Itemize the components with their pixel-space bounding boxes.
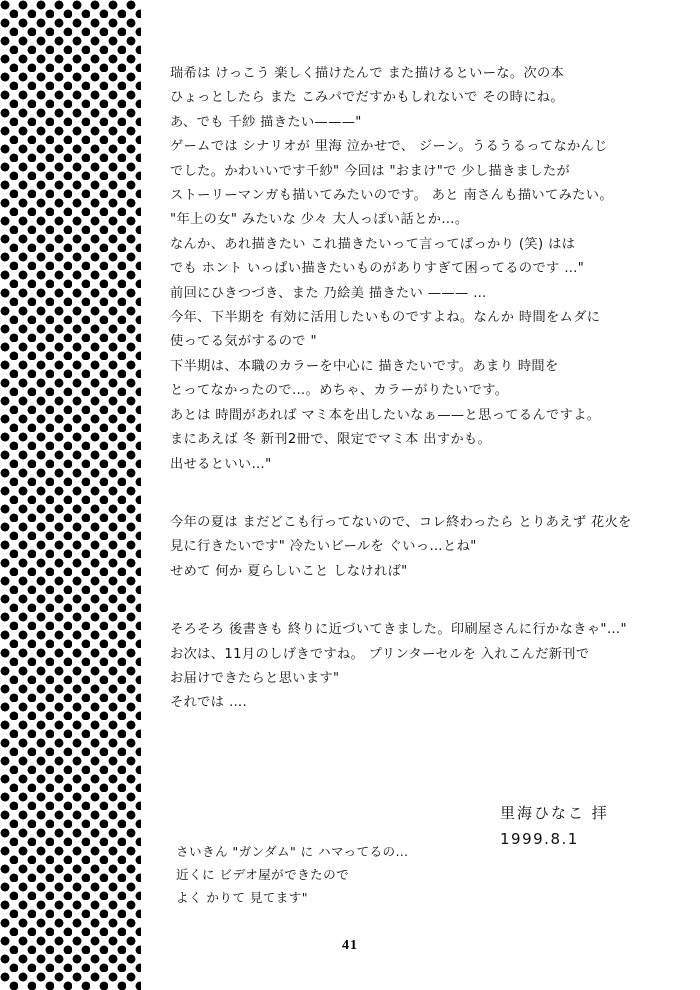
text-line: よく かりて 見てます"	[176, 890, 308, 905]
text-line: せめて 何か 夏らしいこと しなければ"	[170, 563, 408, 579]
text-line: 近くに ビデオ屋ができたので	[176, 867, 350, 882]
halftone-dot-band	[0, 0, 148, 990]
paragraph-1	[170, 62, 670, 477]
text-line: まにあえば 冬 新刊2冊で、限定でマミ本 出すかも。	[170, 432, 492, 448]
text-line: 出せるといい…"	[170, 456, 272, 472]
dot-band-edge	[141, 0, 148, 990]
postscript-block	[176, 840, 496, 909]
text-line: でも ホント いっぱい描きたいものがありすぎて困ってるのです …"	[170, 261, 585, 277]
text-line: なんか、あれ描きたい これ描きたいって言ってばっかり (笑) はは	[170, 236, 576, 252]
text-line: 瑞希は けっこう 楽しく描けたんで また描けるといーな。次の本	[170, 66, 565, 81]
text-line: 下半期は、本職のカラーを中心に 描きたいです。あまり 時間を	[170, 358, 559, 374]
paragraph-spacer	[170, 477, 670, 511]
text-line: お届けできたらと思います"	[170, 670, 340, 686]
text-line: でした。かわいいです千紗" 今回は "おまけ"で 少し描きましたが	[170, 163, 571, 179]
signature-block	[500, 800, 680, 852]
text-line: 今年の夏は まだどこも行ってないので、コレ終わったら とりあえず 花火を	[170, 514, 632, 530]
text-line: 見に行きたいです" 冷たいビールを ぐいっ…とね"	[170, 539, 477, 555]
text-line: 前回にひきつづき、また 乃絵美 描きたい ——— …	[170, 285, 487, 301]
text-line: ひょっとしたら また こみパでだすかもしれないで その時にね。	[170, 90, 564, 106]
text-line: あとは 時間があれば マミ本を出したいなぁ——と思ってるんですよ。	[170, 407, 601, 423]
text-line: それでは ….	[170, 695, 248, 711]
paragraph-2	[170, 511, 670, 584]
text-line: "年上の女" みたいな 少々 大人っぽい話とか…。	[170, 212, 469, 228]
text-line: ゲームでは シナリオが 里海 泣かせで、 ジーン。うるうるってなかんじ	[170, 139, 608, 155]
paragraph-3	[170, 618, 670, 716]
text-line: とってなかったので…。めちゃ、カラーがりたいです。	[170, 383, 509, 399]
signature-date: 1999.8.1	[500, 830, 579, 848]
afterword-text-block	[170, 62, 670, 716]
text-line: そろそろ 後書きも 終りに近づいてきました。印刷屋さんに行かなきゃ"…"	[170, 622, 627, 638]
text-line: お次は、11月のしげきですね。 プリンターセルを 入れこんだ新刊で	[170, 646, 590, 662]
text-line: ストーリーマンガも描いてみたいのです。 あと 南さんも描いてみたい。	[170, 188, 613, 204]
author-signature: 里海ひなこ 拝	[500, 804, 609, 822]
text-line: 使ってる気がするので "	[170, 334, 317, 350]
text-line: あ、でも 千紗 描きたい———"	[170, 114, 362, 130]
paragraph-spacer	[170, 584, 670, 618]
text-line: さいきん "ガンダム" に ハマってるの…	[176, 844, 409, 859]
text-line: 今年、下半期を 有効に活用したいものですよね。なんか 時間をムダに	[170, 310, 601, 326]
page-number: 41	[342, 938, 358, 953]
